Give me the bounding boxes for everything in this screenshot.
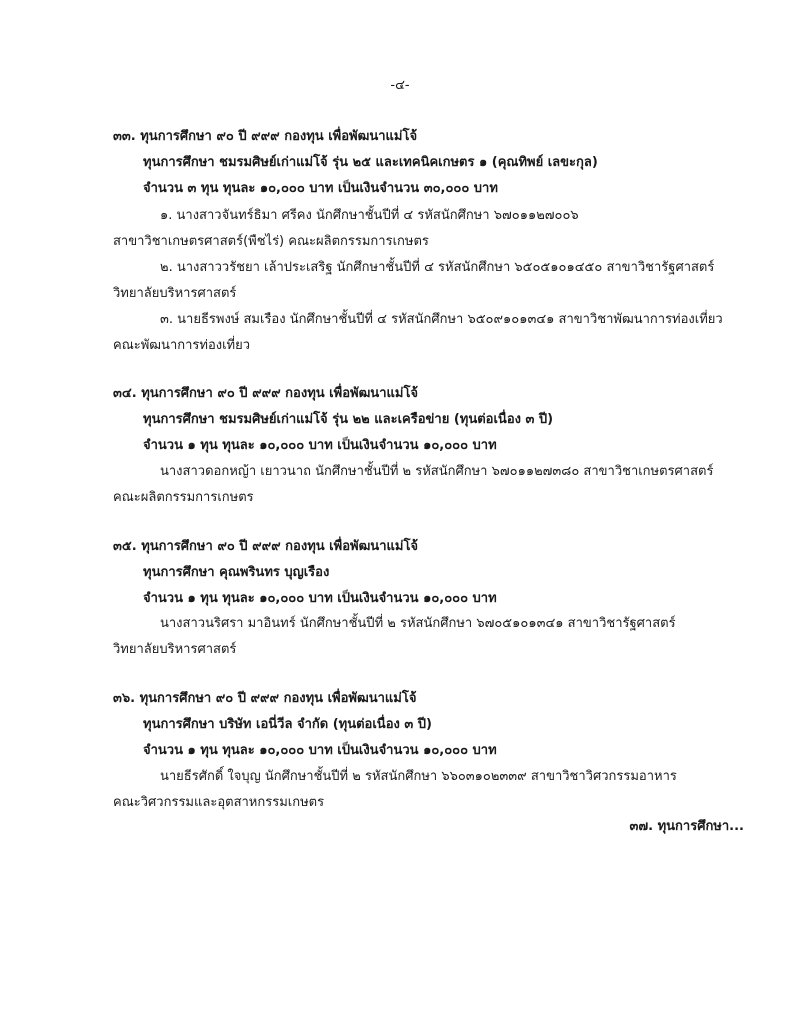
section-amount: จำนวน ๑ ทุน ทุนละ ๑๐,๐๐๐ บาท เป็นเงินจำนวน ๑๐,๐๐๐ บาท [143, 438, 497, 453]
recipient-line: นายธีรศักดิ์ ใจบุญ นักศึกษาชั้นปีที่ ๒ รหัสนักศึกษา ๖๖๐๓๑๐๒๓๓๙ สาขาวิชาวิศวกรรมอาหาร [160, 769, 677, 784]
recipient-line: ๑. นางสาวจันทร์ธิมา ศรีคง นักศึกษาชั้นปีที่ ๔ รหัสนักศึกษา ๖๗๐๑๑๒๗๐๐๖ [160, 208, 579, 223]
recipient-line: ๓. นายธีรพงษ์ สมเรือง นักศึกษาชั้นปีที่ ๔ รหัสนักศึกษา ๖๕๐๙๑๐๑๓๔๑ สาขาวิชาพัฒนาการท่องเที่ยว [160, 312, 723, 327]
section-subheading: ทุนการศึกษา คุณพรินทร บุญเรือง [143, 565, 330, 580]
page-number: -๔- [390, 78, 410, 93]
recipient-line: นางสาวดอกหญ้า เยาวนาถ นักศึกษาชั้นปีที่ ๒ รหัสนักศึกษา ๖๗๐๑๑๒๗๓๘๐ สาขาวิชาเกษตรศาสตร์ [160, 464, 714, 479]
recipient-line-continued: คณะวิศวกรรมและอุตสาหกรรมเกษตร [113, 795, 325, 810]
section-heading: ๓๕. ทุนการศึกษา ๙๐ ปี ๙๙๙ กองทุน เพื่อพัฒนาแม่โจ้ [113, 539, 419, 554]
recipient-line-continued: วิทยาลัยบริหารศาสตร์ [113, 642, 237, 657]
section-heading: ๓๔. ทุนการศึกษา ๙๐ ปี ๙๙๙ กองทุน เพื่อพัฒนาแม่โจ้ [113, 386, 419, 401]
section-heading: ๓๖. ทุนการศึกษา ๙๐ ปี ๙๙๙ กองทุน เพื่อพัฒนาแม่โจ้ [113, 691, 417, 706]
section-heading: ๓๓. ทุนการศึกษา ๙๐ ปี ๙๙๙ กองทุน เพื่อพัฒนาแม่โจ้ [113, 129, 418, 144]
recipient-line-continued: คณะพัฒนาการท่องเที่ยว [113, 338, 251, 353]
section-subheading: ทุนการศึกษา ชมรมศิษย์เก่าแม่โจ้ รุ่น ๒๒ และเครือข่าย (ทุนต่อเนื่อง ๓ ปี) [143, 412, 554, 427]
section-subheading: ทุนการศึกษา ชมรมศิษย์เก่าแม่โจ้ รุ่น ๒๕ และเทคนิคเกษตร ๑ (คุณทิพย์ เลขะกุล) [143, 155, 598, 170]
section-subheading: ทุนการศึกษา บริษัท เอนี่วีล จำกัด (ทุนต่อเนื่อง ๓ ปี) [143, 717, 432, 732]
recipient-line-continued: สาขาวิชาเกษตรศาสตร์(พืชไร่) คณะผลิตกรรมการเกษตร [113, 234, 429, 249]
recipient-line-continued: วิทยาลัยบริหารศาสตร์ [113, 286, 237, 301]
recipient-line: ๒. นางสาววรัชยา เล้าประเสริฐ นักศึกษาชั้นปีที่ ๔ รหัสนักศึกษา ๖๕๐๕๑๐๑๔๕๐ สาขาวิชารัฐศาสตร์ [160, 260, 715, 275]
section-amount: จำนวน ๓ ทุน ทุนละ ๑๐,๐๐๐ บาท เป็นเงินจำนวน ๓๐,๐๐๐ บาท [143, 181, 498, 196]
section-amount: จำนวน ๑ ทุน ทุนละ ๑๐,๐๐๐ บาท เป็นเงินจำนวน ๑๐,๐๐๐ บาท [143, 743, 497, 758]
section-amount: จำนวน ๑ ทุน ทุนละ ๑๐,๐๐๐ บาท เป็นเงินจำนวน ๑๐,๐๐๐ บาท [143, 591, 497, 606]
recipient-line: นางสาวนริศรา มาอินทร์ นักศึกษาชั้นปีที่ ๒ รหัสนักศึกษา ๖๗๐๕๑๐๑๓๔๑ สาขาวิชารัฐศาสตร์ [160, 616, 676, 631]
recipient-line-continued: คณะผลิตกรรมการเกษตร [113, 490, 254, 505]
continuation-note: ๓๗. ทุนการศึกษา... [629, 819, 744, 834]
